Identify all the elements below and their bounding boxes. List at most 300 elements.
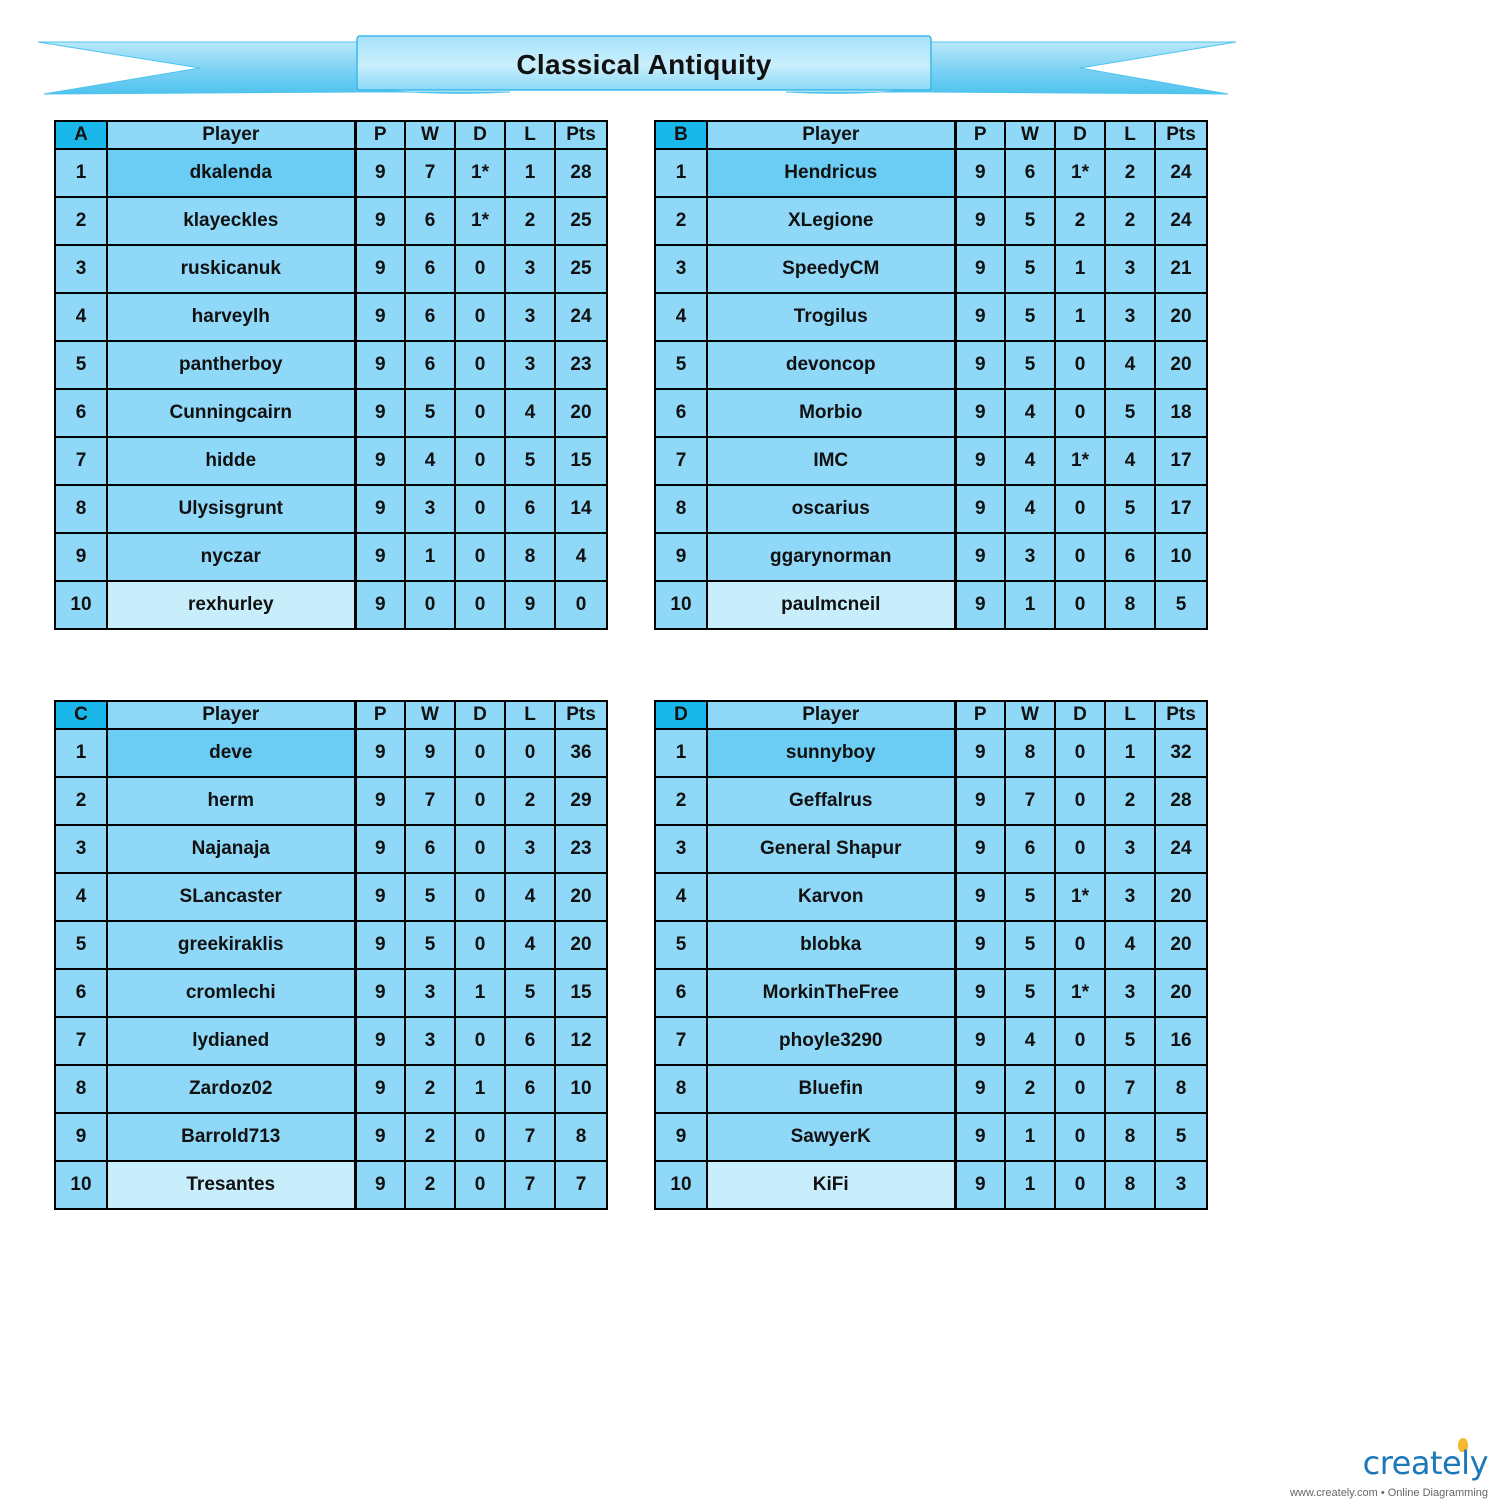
losses-cell: 2 [1105,777,1155,825]
wins-cell: 1 [1005,1161,1055,1209]
position-cell: 4 [55,293,107,341]
wins-cell: 6 [1005,149,1055,197]
played-cell: 9 [355,245,405,293]
points-cell: 23 [555,341,607,389]
losses-cell: 3 [505,245,555,293]
group-a-table [54,120,608,630]
losses-cell: 5 [1105,1017,1155,1065]
points-cell: 17 [1155,437,1207,485]
played-cell: 9 [955,149,1005,197]
player-name-cell: SLancaster [107,873,355,921]
column-header-d: D [1055,121,1105,149]
column-header-p: P [355,701,405,729]
player-name-cell: cromlechi [107,969,355,1017]
wins-cell: 6 [405,293,455,341]
wins-cell: 7 [405,777,455,825]
player-name-cell: ggarynorman [707,533,955,581]
column-header-w: W [405,121,455,149]
played-cell: 9 [955,293,1005,341]
column-header-l: L [505,701,555,729]
losses-cell: 9 [505,581,555,629]
table-row [655,1161,1207,1209]
draws-cell: 1 [455,1065,505,1113]
position-cell: 4 [655,293,707,341]
position-cell: 7 [655,437,707,485]
column-header-d: D [455,121,505,149]
losses-cell: 2 [505,197,555,245]
column-header-p: P [355,121,405,149]
position-cell: 10 [55,1161,107,1209]
position-cell: 1 [655,729,707,777]
group-letter: A [55,121,107,149]
position-cell: 2 [55,197,107,245]
table-row [655,533,1207,581]
losses-cell: 8 [505,533,555,581]
played-cell: 9 [355,533,405,581]
losses-cell: 6 [505,1065,555,1113]
player-name-cell: SawyerK [707,1113,955,1161]
table-row [655,581,1207,629]
wins-cell: 6 [405,341,455,389]
losses-cell: 5 [505,437,555,485]
draws-cell: 0 [455,1161,505,1209]
wins-cell: 1 [1005,1113,1055,1161]
column-header-l: L [1105,121,1155,149]
player-name-cell: SpeedyCM [707,245,955,293]
table-row [655,341,1207,389]
player-name-cell: KiFi [707,1161,955,1209]
position-cell: 7 [55,1017,107,1065]
draws-cell: 0 [1055,1065,1105,1113]
player-name-cell: klayeckles [107,197,355,245]
wins-cell: 2 [405,1065,455,1113]
position-cell: 6 [655,969,707,1017]
losses-cell: 3 [1105,825,1155,873]
draws-cell: 0 [455,389,505,437]
played-cell: 9 [955,341,1005,389]
points-cell: 20 [1155,341,1207,389]
table-row [55,341,607,389]
column-header-p: P [955,701,1005,729]
position-cell: 8 [55,1065,107,1113]
draws-cell: 0 [455,341,505,389]
points-cell: 5 [1155,1113,1207,1161]
player-name-cell: phoyle3290 [707,1017,955,1065]
wins-cell: 4 [1005,389,1055,437]
points-cell: 28 [1155,777,1207,825]
creately-watermark [1272,1434,1502,1504]
draws-cell: 1* [1055,149,1105,197]
table-row [55,245,607,293]
losses-cell: 1 [1105,729,1155,777]
played-cell: 9 [955,245,1005,293]
player-name-cell: Morbio [707,389,955,437]
group-letter: D [655,701,707,729]
played-cell: 9 [355,197,405,245]
player-name-cell: General Shapur [707,825,955,873]
losses-cell: 4 [1105,921,1155,969]
played-cell: 9 [955,1065,1005,1113]
wins-cell: 3 [1005,533,1055,581]
points-cell: 14 [555,485,607,533]
points-cell: 8 [555,1113,607,1161]
player-name-cell: herm [107,777,355,825]
losses-cell: 8 [1105,1161,1155,1209]
losses-cell: 7 [505,1113,555,1161]
draws-cell: 0 [455,825,505,873]
column-header-d: D [1055,701,1105,729]
losses-cell: 6 [505,485,555,533]
draws-cell: 0 [455,777,505,825]
wins-cell: 7 [405,149,455,197]
wins-cell: 4 [1005,485,1055,533]
column-header-player: Player [107,701,355,729]
position-cell: 2 [655,197,707,245]
table-row [55,1161,607,1209]
position-cell: 9 [55,1113,107,1161]
wins-cell: 2 [405,1113,455,1161]
played-cell: 9 [355,485,405,533]
wins-cell: 3 [405,485,455,533]
position-cell: 9 [655,1113,707,1161]
table-row [55,777,607,825]
played-cell: 9 [955,533,1005,581]
position-cell: 4 [55,873,107,921]
draws-cell: 0 [455,729,505,777]
wins-cell: 6 [405,825,455,873]
played-cell: 9 [355,1161,405,1209]
wins-cell: 0 [405,581,455,629]
played-cell: 9 [955,197,1005,245]
draws-cell: 0 [1055,921,1105,969]
position-cell: 8 [655,1065,707,1113]
table-row [655,1113,1207,1161]
player-name-cell: sunnyboy [707,729,955,777]
table-row [55,1065,607,1113]
table-row [55,729,607,777]
table-row [655,485,1207,533]
draws-cell: 0 [1055,533,1105,581]
draws-cell: 0 [1055,1161,1105,1209]
played-cell: 9 [355,149,405,197]
table-row [655,729,1207,777]
table-row [655,873,1207,921]
table-row [55,389,607,437]
draws-cell: 1 [1055,293,1105,341]
group-letter: B [655,121,707,149]
points-cell: 21 [1155,245,1207,293]
table-row [55,969,607,1017]
player-name-cell: Tresantes [107,1161,355,1209]
played-cell: 9 [355,1113,405,1161]
points-cell: 20 [1155,873,1207,921]
losses-cell: 2 [1105,149,1155,197]
table-row [655,777,1207,825]
played-cell: 9 [355,1065,405,1113]
points-cell: 17 [1155,485,1207,533]
draws-cell: 0 [455,1113,505,1161]
points-cell: 24 [1155,825,1207,873]
table-row [655,245,1207,293]
table-row [655,921,1207,969]
table-row [655,437,1207,485]
position-cell: 2 [655,777,707,825]
column-header-l: L [1105,701,1155,729]
losses-cell: 4 [505,921,555,969]
player-name-cell: oscarius [707,485,955,533]
draws-cell: 0 [455,533,505,581]
played-cell: 9 [955,873,1005,921]
column-header-d: D [455,701,505,729]
draws-cell: 0 [1055,1113,1105,1161]
player-name-cell: harveylh [107,293,355,341]
wins-cell: 5 [405,389,455,437]
points-cell: 20 [1155,293,1207,341]
position-cell: 5 [55,921,107,969]
points-cell: 20 [555,389,607,437]
played-cell: 9 [355,825,405,873]
wins-cell: 6 [405,197,455,245]
wins-cell: 3 [405,969,455,1017]
played-cell: 9 [355,293,405,341]
points-cell: 7 [555,1161,607,1209]
losses-cell: 6 [505,1017,555,1065]
points-cell: 5 [1155,581,1207,629]
column-header-pts: Pts [1155,701,1207,729]
played-cell: 9 [355,437,405,485]
draws-cell: 1* [455,197,505,245]
page-title: Classical Antiquity [516,49,772,80]
group-b-table [654,120,1208,630]
points-cell: 28 [555,149,607,197]
played-cell: 9 [955,1113,1005,1161]
position-cell: 7 [55,437,107,485]
player-name-cell: nyczar [107,533,355,581]
column-header-w: W [405,701,455,729]
wins-cell: 6 [1005,825,1055,873]
losses-cell: 3 [1105,969,1155,1017]
losses-cell: 8 [1105,581,1155,629]
losses-cell: 3 [1105,245,1155,293]
position-cell: 3 [55,825,107,873]
points-cell: 10 [1155,533,1207,581]
losses-cell: 5 [505,969,555,1017]
played-cell: 9 [955,921,1005,969]
group-d-table [654,700,1208,1210]
column-header-p: P [955,121,1005,149]
player-name-cell: Najanaja [107,825,355,873]
position-cell: 3 [655,245,707,293]
table-row [55,581,607,629]
draws-cell: 0 [1055,729,1105,777]
draws-cell: 0 [455,485,505,533]
points-cell: 25 [555,197,607,245]
points-cell: 20 [1155,969,1207,1017]
table-row [55,293,607,341]
table-header-row [55,701,607,729]
column-header-player: Player [107,121,355,149]
player-name-cell: Bluefin [707,1065,955,1113]
position-cell: 10 [55,581,107,629]
player-name-cell: devoncop [707,341,955,389]
player-name-cell: hidde [107,437,355,485]
losses-cell: 7 [505,1161,555,1209]
losses-cell: 6 [1105,533,1155,581]
group-letter: C [55,701,107,729]
table-row [55,149,607,197]
losses-cell: 8 [1105,1113,1155,1161]
table-row [55,825,607,873]
losses-cell: 4 [1105,437,1155,485]
position-cell: 4 [655,873,707,921]
player-name-cell: pantherboy [107,341,355,389]
wins-cell: 2 [405,1161,455,1209]
player-name-cell: Trogilus [707,293,955,341]
position-cell: 6 [55,389,107,437]
wins-cell: 5 [405,873,455,921]
wins-cell: 3 [405,1017,455,1065]
table-row [55,1113,607,1161]
points-cell: 18 [1155,389,1207,437]
wins-cell: 5 [1005,341,1055,389]
wins-cell: 5 [1005,293,1055,341]
table-row [55,197,607,245]
played-cell: 9 [955,437,1005,485]
player-name-cell: ruskicanuk [107,245,355,293]
draws-cell: 0 [1055,825,1105,873]
wins-cell: 5 [405,921,455,969]
wins-cell: 8 [1005,729,1055,777]
draws-cell: 1* [455,149,505,197]
losses-cell: 5 [1105,389,1155,437]
table-row [655,825,1207,873]
losses-cell: 4 [505,389,555,437]
player-name-cell: XLegione [707,197,955,245]
losses-cell: 1 [505,149,555,197]
position-cell: 8 [55,485,107,533]
draws-cell: 0 [455,581,505,629]
played-cell: 9 [955,389,1005,437]
position-cell: 7 [655,1017,707,1065]
player-name-cell: Cunningcairn [107,389,355,437]
position-cell: 5 [655,341,707,389]
player-name-cell: lydianed [107,1017,355,1065]
wins-cell: 4 [1005,437,1055,485]
position-cell: 1 [55,729,107,777]
player-name-cell: Zardoz02 [107,1065,355,1113]
player-name-cell: deve [107,729,355,777]
points-cell: 0 [555,581,607,629]
table-row [55,1017,607,1065]
wins-cell: 2 [1005,1065,1055,1113]
draws-cell: 1 [1055,245,1105,293]
wins-cell: 7 [1005,777,1055,825]
draws-cell: 1 [455,969,505,1017]
wins-cell: 1 [1005,581,1055,629]
wins-cell: 5 [1005,873,1055,921]
points-cell: 24 [1155,197,1207,245]
losses-cell: 4 [1105,341,1155,389]
player-name-cell: greekiraklis [107,921,355,969]
player-name-cell: Karvon [707,873,955,921]
points-cell: 20 [1155,921,1207,969]
brand-name: creately [1362,1444,1488,1482]
position-cell: 5 [655,921,707,969]
position-cell: 8 [655,485,707,533]
position-cell: 6 [655,389,707,437]
points-cell: 29 [555,777,607,825]
table-row [655,149,1207,197]
played-cell: 9 [355,969,405,1017]
position-cell: 2 [55,777,107,825]
points-cell: 24 [555,293,607,341]
position-cell: 6 [55,969,107,1017]
wins-cell: 5 [1005,969,1055,1017]
table-row [55,533,607,581]
draws-cell: 0 [455,921,505,969]
draws-cell: 1* [1055,969,1105,1017]
played-cell: 9 [355,921,405,969]
played-cell: 9 [955,485,1005,533]
position-cell: 9 [655,533,707,581]
table-row [55,485,607,533]
banner-right-tail [928,42,1236,94]
played-cell: 9 [355,389,405,437]
played-cell: 9 [355,729,405,777]
points-cell: 15 [555,437,607,485]
points-cell: 20 [555,873,607,921]
points-cell: 23 [555,825,607,873]
position-cell: 1 [655,149,707,197]
table-header-row [655,701,1207,729]
player-name-cell: Geffalrus [707,777,955,825]
table-row [55,873,607,921]
points-cell: 25 [555,245,607,293]
table-row [655,1017,1207,1065]
table-row [55,437,607,485]
position-cell: 10 [655,581,707,629]
draws-cell: 1* [1055,437,1105,485]
draws-cell: 0 [1055,1017,1105,1065]
played-cell: 9 [955,777,1005,825]
column-header-player: Player [707,701,955,729]
column-header-pts: Pts [1155,121,1207,149]
draws-cell: 0 [1055,581,1105,629]
points-cell: 3 [1155,1161,1207,1209]
wins-cell: 4 [405,437,455,485]
player-name-cell: IMC [707,437,955,485]
played-cell: 9 [955,969,1005,1017]
draws-cell: 0 [455,1017,505,1065]
column-header-l: L [505,121,555,149]
draws-cell: 0 [1055,341,1105,389]
player-name-cell: Hendricus [707,149,955,197]
draws-cell: 0 [455,873,505,921]
losses-cell: 2 [505,777,555,825]
draws-cell: 0 [455,437,505,485]
losses-cell: 3 [1105,293,1155,341]
wins-cell: 5 [1005,197,1055,245]
draws-cell: 0 [1055,389,1105,437]
points-cell: 16 [1155,1017,1207,1065]
played-cell: 9 [355,1017,405,1065]
draws-cell: 0 [1055,777,1105,825]
losses-cell: 3 [505,825,555,873]
losses-cell: 2 [1105,197,1155,245]
player-name-cell: MorkinTheFree [707,969,955,1017]
position-cell: 9 [55,533,107,581]
played-cell: 9 [955,729,1005,777]
